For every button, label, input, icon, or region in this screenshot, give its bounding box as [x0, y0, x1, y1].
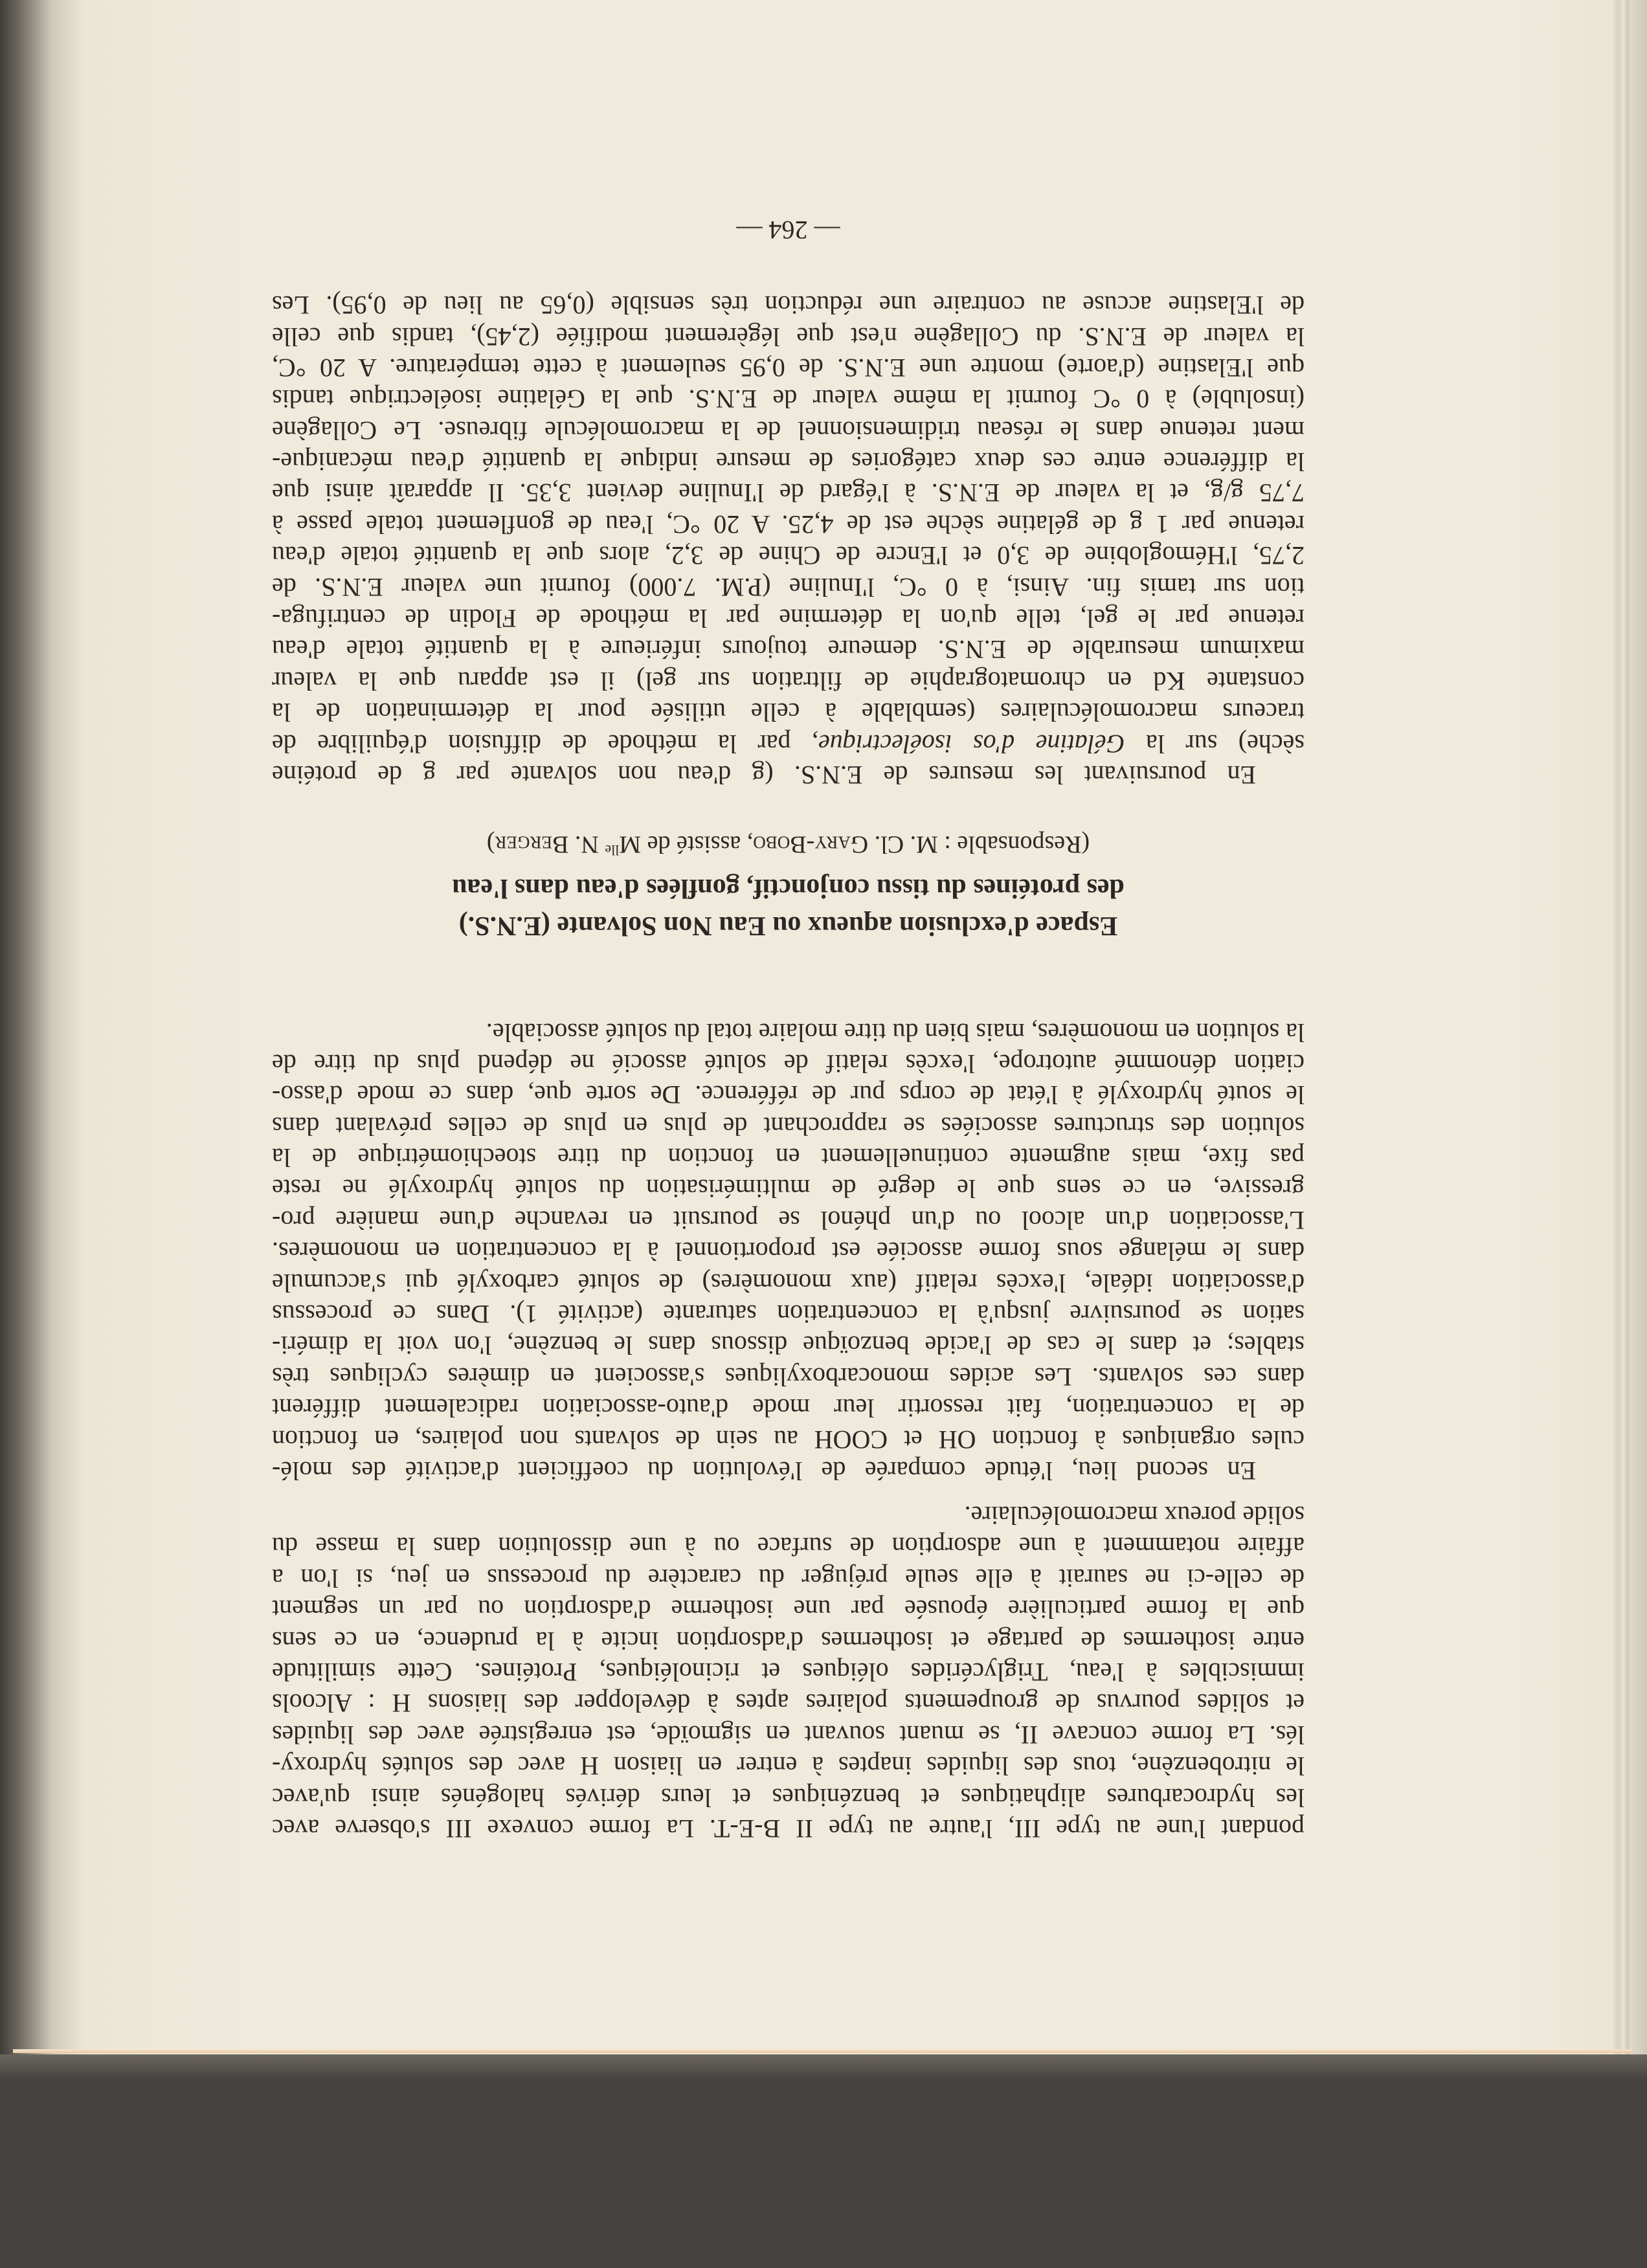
- paragraph-3: [272, 289, 1305, 790]
- text-line: la solution en monomères, mais bien du titre molaire total du soluté associable.: [486, 1017, 1305, 1047]
- text-line: la différence entre ces deux catégories de mesure indique la quantité d'eau mécanique-: [272, 447, 1305, 477]
- text-line: dans le mélange sous forme associée est proportionnel à la concentration en monomères.: [272, 1237, 1305, 1267]
- text-line: ment retenue dans le réseau tridimensionnel de la macromolécule fibreuse. Le Collagène: [272, 416, 1305, 445]
- text-line: constante Kd en chromatographie de filtration sur gel) il est apparu que la valeur: [272, 666, 1305, 696]
- assistant-name: Berger: [495, 830, 569, 858]
- text-line: retenue par le gel, telle qu'on la détermine par la méthode de Flodin de centrifuga-: [272, 604, 1305, 634]
- text-line: stables; et dans le cas de l'acide benzoïque dissous dans le benzène, l'on voit la diméri-: [272, 1331, 1305, 1361]
- text-line: [272, 728, 1305, 759]
- text-line: de l'Elastine accuse au contraire une réduction très sensible (0,65 au lieu de 0,95). Les: [272, 291, 1305, 320]
- responsible-prefix: (Responsable : M. Cl.: [868, 830, 1090, 858]
- responsible-name: Gary-Bobo: [753, 830, 869, 858]
- text-line: traceurs macromoléculaires (semblable à celle utilisée pour la détermination de la: [272, 698, 1305, 728]
- text-line: (insoluble) à 0 °C fournit la même valeur de E.N.S. que la Gélatine isoélectrique tandis: [272, 384, 1305, 414]
- page-number: — 264 —: [736, 216, 840, 245]
- text-line: solide poreux macromoléculaire.: [964, 1501, 1305, 1531]
- italic-term: Gélatine d'os isoélectrique: [818, 729, 1125, 759]
- text-line: tion sur tamis fin. Ainsi, à 0 °C, l'Inuline (P.M. 7.000) fournit une valeur E.N.S. de: [272, 572, 1305, 602]
- paragraph-1: [272, 1500, 1305, 1844]
- text-line: cules organiques à fonction OH et COOH au sein de solvants non polaires, en fonction: [272, 1425, 1305, 1454]
- text-line: la valeur de E.N.S. du Collagène n'est que légèrement modifiée (2,45), tandis que celle: [272, 322, 1305, 351]
- text-line: retenue par 1 g de gélatine sèche est de 4,25. A 20 °C, l'eau de gonflement totale passe à: [272, 509, 1305, 539]
- text-line: pas fixe, mais augmente continuellement en fonction du titre stoechiométrique de la: [272, 1143, 1305, 1173]
- text-line: gressive, en ce sens que le degré de multimérisation du soluté hydroxylé ne reste: [272, 1174, 1305, 1204]
- text-line: pondant l'une au type III, l'autre au type II B-E-T. La forme convexe III s'observe avec: [272, 1814, 1305, 1843]
- responsible-superscript: lle: [605, 842, 620, 858]
- text-line: que la forme particulière épousée par une isotherme d'adsorption ou par un segment: [272, 1595, 1305, 1625]
- text-line: de celle-ci ne saurait à elle seule préjuger du caractère du processus en jeu, si l'on a: [272, 1563, 1305, 1593]
- text-line: d'association idéale, l'excès relatif (aux monomères) de soluté carboxylé qui s'accumule: [272, 1268, 1305, 1298]
- responsible-middle: , assisté de M: [619, 830, 754, 858]
- text-line: maximum mesurable de E.N.S. demeure toujours inférieure à la quantité totale d'eau: [272, 635, 1305, 665]
- text-line: entre isothermes de partage et isothermes d'adsorption incite à la prudence, en ce sens: [272, 1626, 1305, 1656]
- text-line: ciation dénommé autotrope, l'excès relatif de soluté associé ne dépend plus du titre de: [272, 1049, 1305, 1078]
- text-line: sation se poursuivre jusqu'à la concentration saturante (activité 1). Dans ce processus: [272, 1300, 1305, 1329]
- text-line: lés. La forme concave II, se muant souvant en sigmoïde, est enregistrée avec des liquides: [272, 1720, 1305, 1750]
- text-line: le nitrobenzène, tous des liquides inaptes à entrer en liaison H avec des solutés hydroxy-: [272, 1751, 1305, 1781]
- text-line: En second lieu, l'étude comparée de l'évolution du coefficient d'activité des molé-: [272, 1456, 1256, 1485]
- text-line: les hydrocarbures aliphatiques et benzéniques et leurs dérivés halogénés ainsi qu'avec: [272, 1783, 1305, 1812]
- responsible-suffix: ): [486, 830, 495, 858]
- section-title-line: Espace d'exclusion aqueux ou Eau Non Solvante (E.N.S.): [458, 911, 1118, 940]
- text-line: le souté hydroxylé à l'état de corps pur de référence. De sorte que, dans ce mode d'asso-: [272, 1080, 1305, 1110]
- text-run: sèche) sur la: [1125, 729, 1305, 759]
- text-line: En poursuivant les mesures de E.N.S. (g d'eau non solvante par g de protéine: [272, 761, 1256, 790]
- paragraph-2: [272, 1016, 1305, 1486]
- text-line: immiscibles à l'eau, Triglycérides oléiques et ricinoléiques, Protéines. Cette similitude: [272, 1658, 1305, 1687]
- section-heading: [272, 830, 1305, 944]
- text-line: affaire notamment à une adsorption de surface ou à une dissolution dans la masse du: [272, 1532, 1305, 1562]
- text-line: solution des structures associées se rapprochant de plus en plus de celles prévalant dans: [272, 1111, 1305, 1141]
- text-line: dans ces solvants. Les acides monocarboxyliques s'associent en dimères cycliques très: [272, 1362, 1305, 1392]
- text-line: 2,75, l'Hémoglobine de 3,0 et l'Encre de Chine de 3,2, alors que la quantité totale d'eau: [272, 541, 1305, 571]
- text-line: que l'Elastine (d'aorte) montre une E.N.S. de 0,95 seulement à cette température. A 20 °C,: [272, 353, 1305, 383]
- text-line: et solides pourvus de groupements polaires aptes à développer des liaisons H : Alcools: [272, 1689, 1305, 1718]
- responsible-line: [272, 830, 1305, 869]
- text-line: L'association d'un alcool ou d'un phénol se poursuit en revanche d'une manière pro-: [272, 1205, 1305, 1235]
- responsible-middle2: N.: [568, 830, 605, 858]
- section-title-line: des protéines du tissu conjonctif, gonflées d'eau dans l'eau: [452, 873, 1125, 903]
- text-line: de la concentration, fait ressortir leur mode d'auto-association radicalement différent: [272, 1394, 1305, 1423]
- text-line: 7,75 g/g, et la valeur de E.N.S. à l'égard de l'Inuline devient 3,35. Il apparaît ainsi que: [272, 478, 1305, 508]
- text-run: , par la méthode de diffusion d'équilibre de: [272, 729, 818, 759]
